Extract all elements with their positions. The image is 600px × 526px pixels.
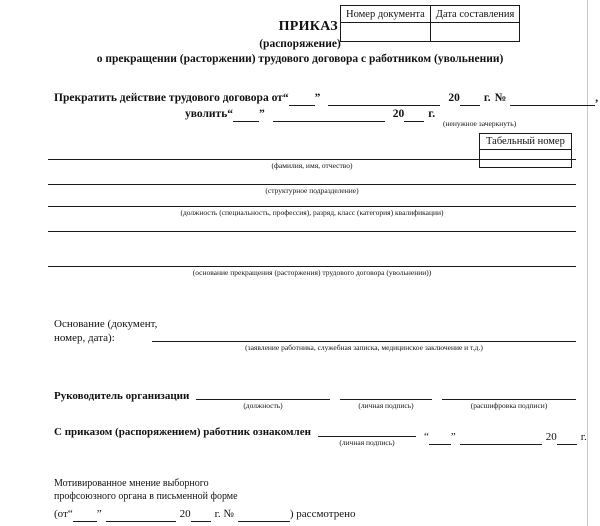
worker-signature-caption: (личная подпись) [339, 438, 395, 447]
year-prefix-1: 20 [448, 92, 460, 104]
year-suffix-1: г. [483, 92, 491, 104]
field-rule-reason-bottom[interactable] [48, 266, 576, 267]
union-number-input[interactable] [238, 510, 290, 522]
quote-close-1: ” [314, 92, 321, 104]
field-caption-position: (должность (специальность, профессия), разряд, класс (категория) квалификации) [180, 208, 444, 217]
worker-signature-input[interactable] [318, 436, 416, 437]
basis-label-line2: номер, дата): [54, 332, 115, 344]
header-col-doc-date: Дата составления [430, 6, 520, 23]
field-caption-reason: (основание прекращения (расторжения) трудового договора (увольнении)) [192, 268, 432, 277]
field-rule-department[interactable] [48, 184, 576, 185]
union-suffix: ) рассмотрено [289, 508, 356, 520]
ack-month-input[interactable] [460, 433, 542, 445]
ack-quote-close: ” [450, 431, 456, 443]
year-input-1[interactable] [460, 94, 480, 106]
page-right-edge [587, 0, 588, 526]
title-subject: о прекращении (расторжении) трудового договора с работником (увольнении) [96, 53, 504, 65]
head-of-organization-label: Руководитель организации [54, 390, 190, 402]
head-position-input[interactable] [196, 399, 330, 400]
union-year-prefix: 20 [179, 508, 191, 520]
union-day-input[interactable] [73, 510, 97, 522]
union-opinion-line2: профсоюзного органа в письменной форме [54, 491, 238, 502]
ack-year-input[interactable] [557, 433, 577, 445]
strike-note: (ненужное зачеркнуть) [443, 119, 517, 128]
ack-quote-open: “ [424, 431, 429, 443]
ack-year-suffix: г. [580, 431, 587, 443]
title-secondary: (распоряжение) [259, 38, 341, 50]
basis-input[interactable] [152, 341, 576, 342]
union-opinion-line1: Мотивированное мнение выборного [54, 478, 209, 489]
personnel-number-label: Табельный номер [480, 134, 572, 150]
head-name-caption: (расшифровка подписи) [470, 401, 548, 410]
union-number-label: г. № [214, 508, 234, 520]
field-caption-department: (структурное подразделение) [265, 186, 359, 195]
acknowledgement-date [424, 427, 587, 445]
union-from-prefix: (от [54, 508, 68, 520]
ack-year-prefix: 20 [545, 431, 557, 443]
union-year-input[interactable] [191, 510, 211, 522]
field-caption-fio: (фамилия, имя, отчество) [271, 161, 353, 170]
quote-open-1: “ [282, 92, 289, 104]
year-prefix-2: 20 [392, 108, 405, 120]
quote-open-2: “ [227, 108, 234, 120]
head-position-caption: (должность) [243, 401, 283, 410]
ack-day-input[interactable] [429, 433, 451, 445]
basis-label-line1: Основание (документ, [54, 318, 158, 330]
union-quote-close: ” [96, 508, 102, 520]
field-rule-reason-top[interactable] [48, 231, 576, 232]
field-rule-fio[interactable] [48, 159, 576, 160]
header-col-doc-number: Номер документа [341, 6, 431, 23]
order-line2-label: уволить [185, 108, 228, 120]
field-rule-position[interactable] [48, 206, 576, 207]
page-title: ПРИКАЗ [278, 19, 338, 34]
order-line-dismiss [185, 104, 435, 122]
year-input-2[interactable] [404, 110, 424, 122]
head-name-input[interactable] [442, 399, 576, 400]
contract-number-input[interactable] [510, 94, 595, 106]
trailing-comma: , [595, 92, 599, 104]
union-quote-open: “ [67, 508, 73, 520]
month-input-2[interactable] [273, 110, 385, 122]
union-month-input[interactable] [106, 510, 176, 522]
acknowledgement-label: С приказом (распоряжением) работник ознакомлен [54, 426, 311, 438]
basis-caption: (заявление работника, служебная записка, медицинское заключение и т.д.) [245, 343, 483, 352]
document-header-table [340, 5, 520, 42]
head-signature-input[interactable] [340, 399, 432, 400]
order-line1-label: Прекратить действие трудового договора от [54, 92, 283, 104]
year-suffix-2: г. [428, 108, 436, 120]
union-opinion-line3 [54, 504, 355, 522]
quote-close-2: ” [259, 108, 265, 120]
day-input-2[interactable] [233, 110, 259, 122]
head-signature-caption: (личная подпись) [358, 401, 414, 410]
number-sign: № [494, 92, 507, 104]
